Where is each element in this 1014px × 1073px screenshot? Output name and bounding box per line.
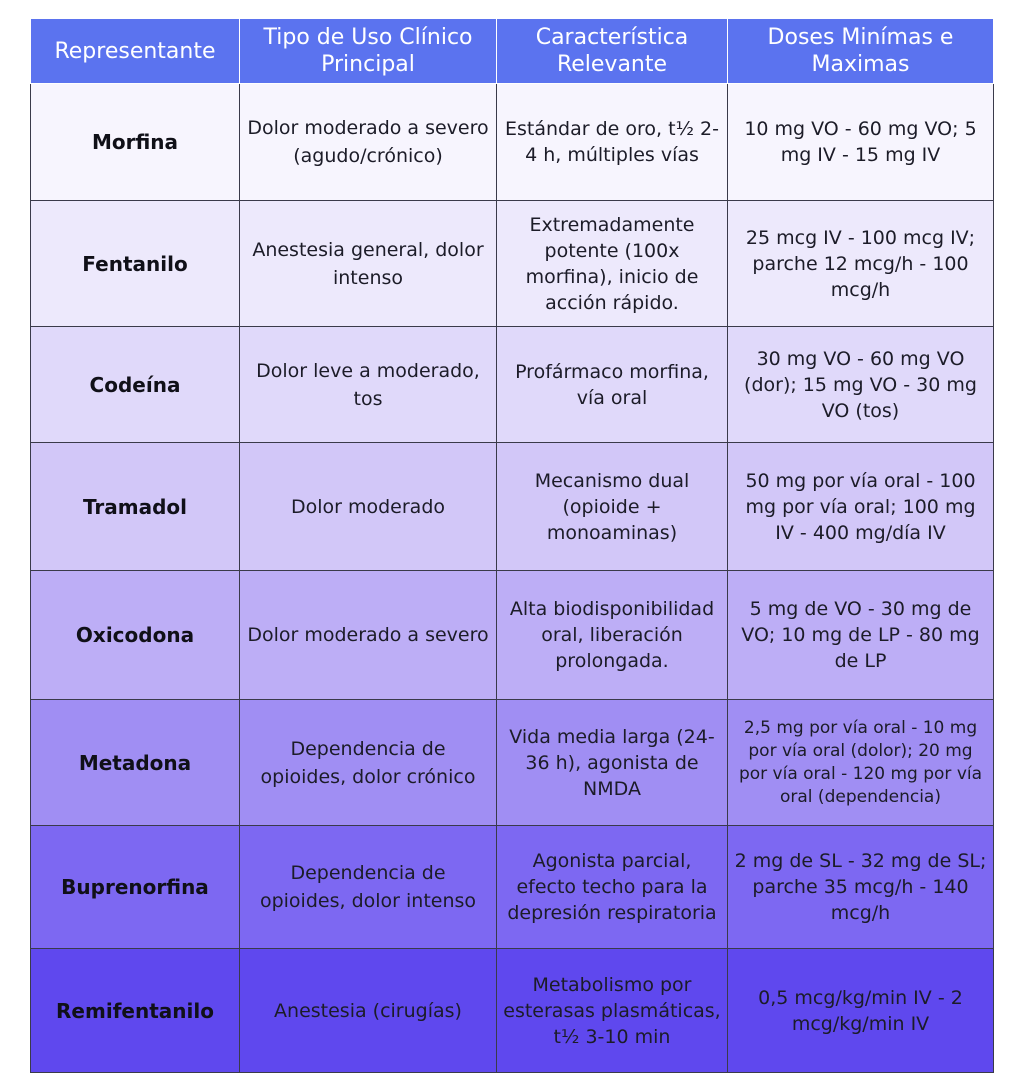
- cell-doses: 5 mg de VO - 30 mg de VO; 10 mg de LP - 80 mg de LP: [728, 571, 994, 700]
- cell-use: Dolor leve a moderado, tos: [240, 327, 497, 443]
- header-representante: Representante: [31, 19, 240, 84]
- cell-feature: Profármaco morfina, vía oral: [497, 327, 728, 443]
- cell-name: Buprenorfina: [31, 826, 240, 949]
- opioid-table: [30, 18, 994, 1073]
- cell-feature: Agonista parcial, efecto techo para la depresión respiratoria: [497, 826, 728, 949]
- cell-doses: 30 mg VO - 60 mg VO (dor); 15 mg VO - 30 mg VO (tos): [728, 327, 994, 443]
- cell-use: Dolor moderado: [240, 443, 497, 571]
- cell-doses: 50 mg por vía oral - 100 mg por vía oral; 100 mg IV - 400 mg/día IV: [728, 443, 994, 571]
- table-row: [31, 826, 994, 949]
- cell-feature: Mecanismo dual (opioide + monoaminas): [497, 443, 728, 571]
- cell-use: Dolor moderado a severo: [240, 571, 497, 700]
- table-row: [31, 84, 994, 201]
- cell-name: Metadona: [31, 700, 240, 826]
- header-doses: Doses Minímas e Maximas: [728, 19, 994, 84]
- cell-use: Anestesia general, dolor intenso: [240, 201, 497, 327]
- table-row: [31, 949, 994, 1073]
- table-row: [31, 700, 994, 826]
- table-row: [31, 571, 994, 700]
- cell-doses: 25 mcg IV - 100 mcg IV; parche 12 mcg/h - 100 mcg/h: [728, 201, 994, 327]
- cell-feature: Estándar de oro, t½ 2-4 h, múltiples vías: [497, 84, 728, 201]
- cell-feature: Vida media larga (24-36 h), agonista de NMDA: [497, 700, 728, 826]
- table-row: [31, 327, 994, 443]
- cell-name: Tramadol: [31, 443, 240, 571]
- cell-name: Codeína: [31, 327, 240, 443]
- cell-name: Morfina: [31, 84, 240, 201]
- header-caracteristica: Característica Relevante: [497, 19, 728, 84]
- opioid-table-container: [30, 18, 993, 1073]
- cell-name: Fentanilo: [31, 201, 240, 327]
- cell-doses: 0,5 mcg/kg/min IV - 2 mcg/kg/min IV: [728, 949, 994, 1073]
- header-row: [31, 19, 994, 84]
- cell-use: Dependencia de opioides, dolor crónico: [240, 700, 497, 826]
- cell-name: Oxicodona: [31, 571, 240, 700]
- cell-feature: Extremadamente potente (100x morfina), inicio de acción rápido.: [497, 201, 728, 327]
- cell-feature: Alta biodisponibilidad oral, liberación prolongada.: [497, 571, 728, 700]
- cell-name: Remifentanilo: [31, 949, 240, 1073]
- cell-feature: Metabolismo por esterasas plasmáticas, t½ 3-10 min: [497, 949, 728, 1073]
- cell-doses: 2 mg de SL - 32 mg de SL; parche 35 mcg/h - 140 mcg/h: [728, 826, 994, 949]
- cell-use: Anestesia (cirugías): [240, 949, 497, 1073]
- table-row: [31, 201, 994, 327]
- table-row: [31, 443, 994, 571]
- cell-use: Dolor moderado a severo (agudo/crónico): [240, 84, 497, 201]
- cell-doses: 10 mg VO - 60 mg VO; 5 mg IV - 15 mg IV: [728, 84, 994, 201]
- cell-doses: 2,5 mg por vía oral - 10 mg por vía oral (dolor); 20 mg por vía oral - 120 mg por vía oral (dependencia): [728, 700, 994, 826]
- cell-use: Dependencia de opioides, dolor intenso: [240, 826, 497, 949]
- header-tipo-uso: Tipo de Uso Clínico Principal: [240, 19, 497, 84]
